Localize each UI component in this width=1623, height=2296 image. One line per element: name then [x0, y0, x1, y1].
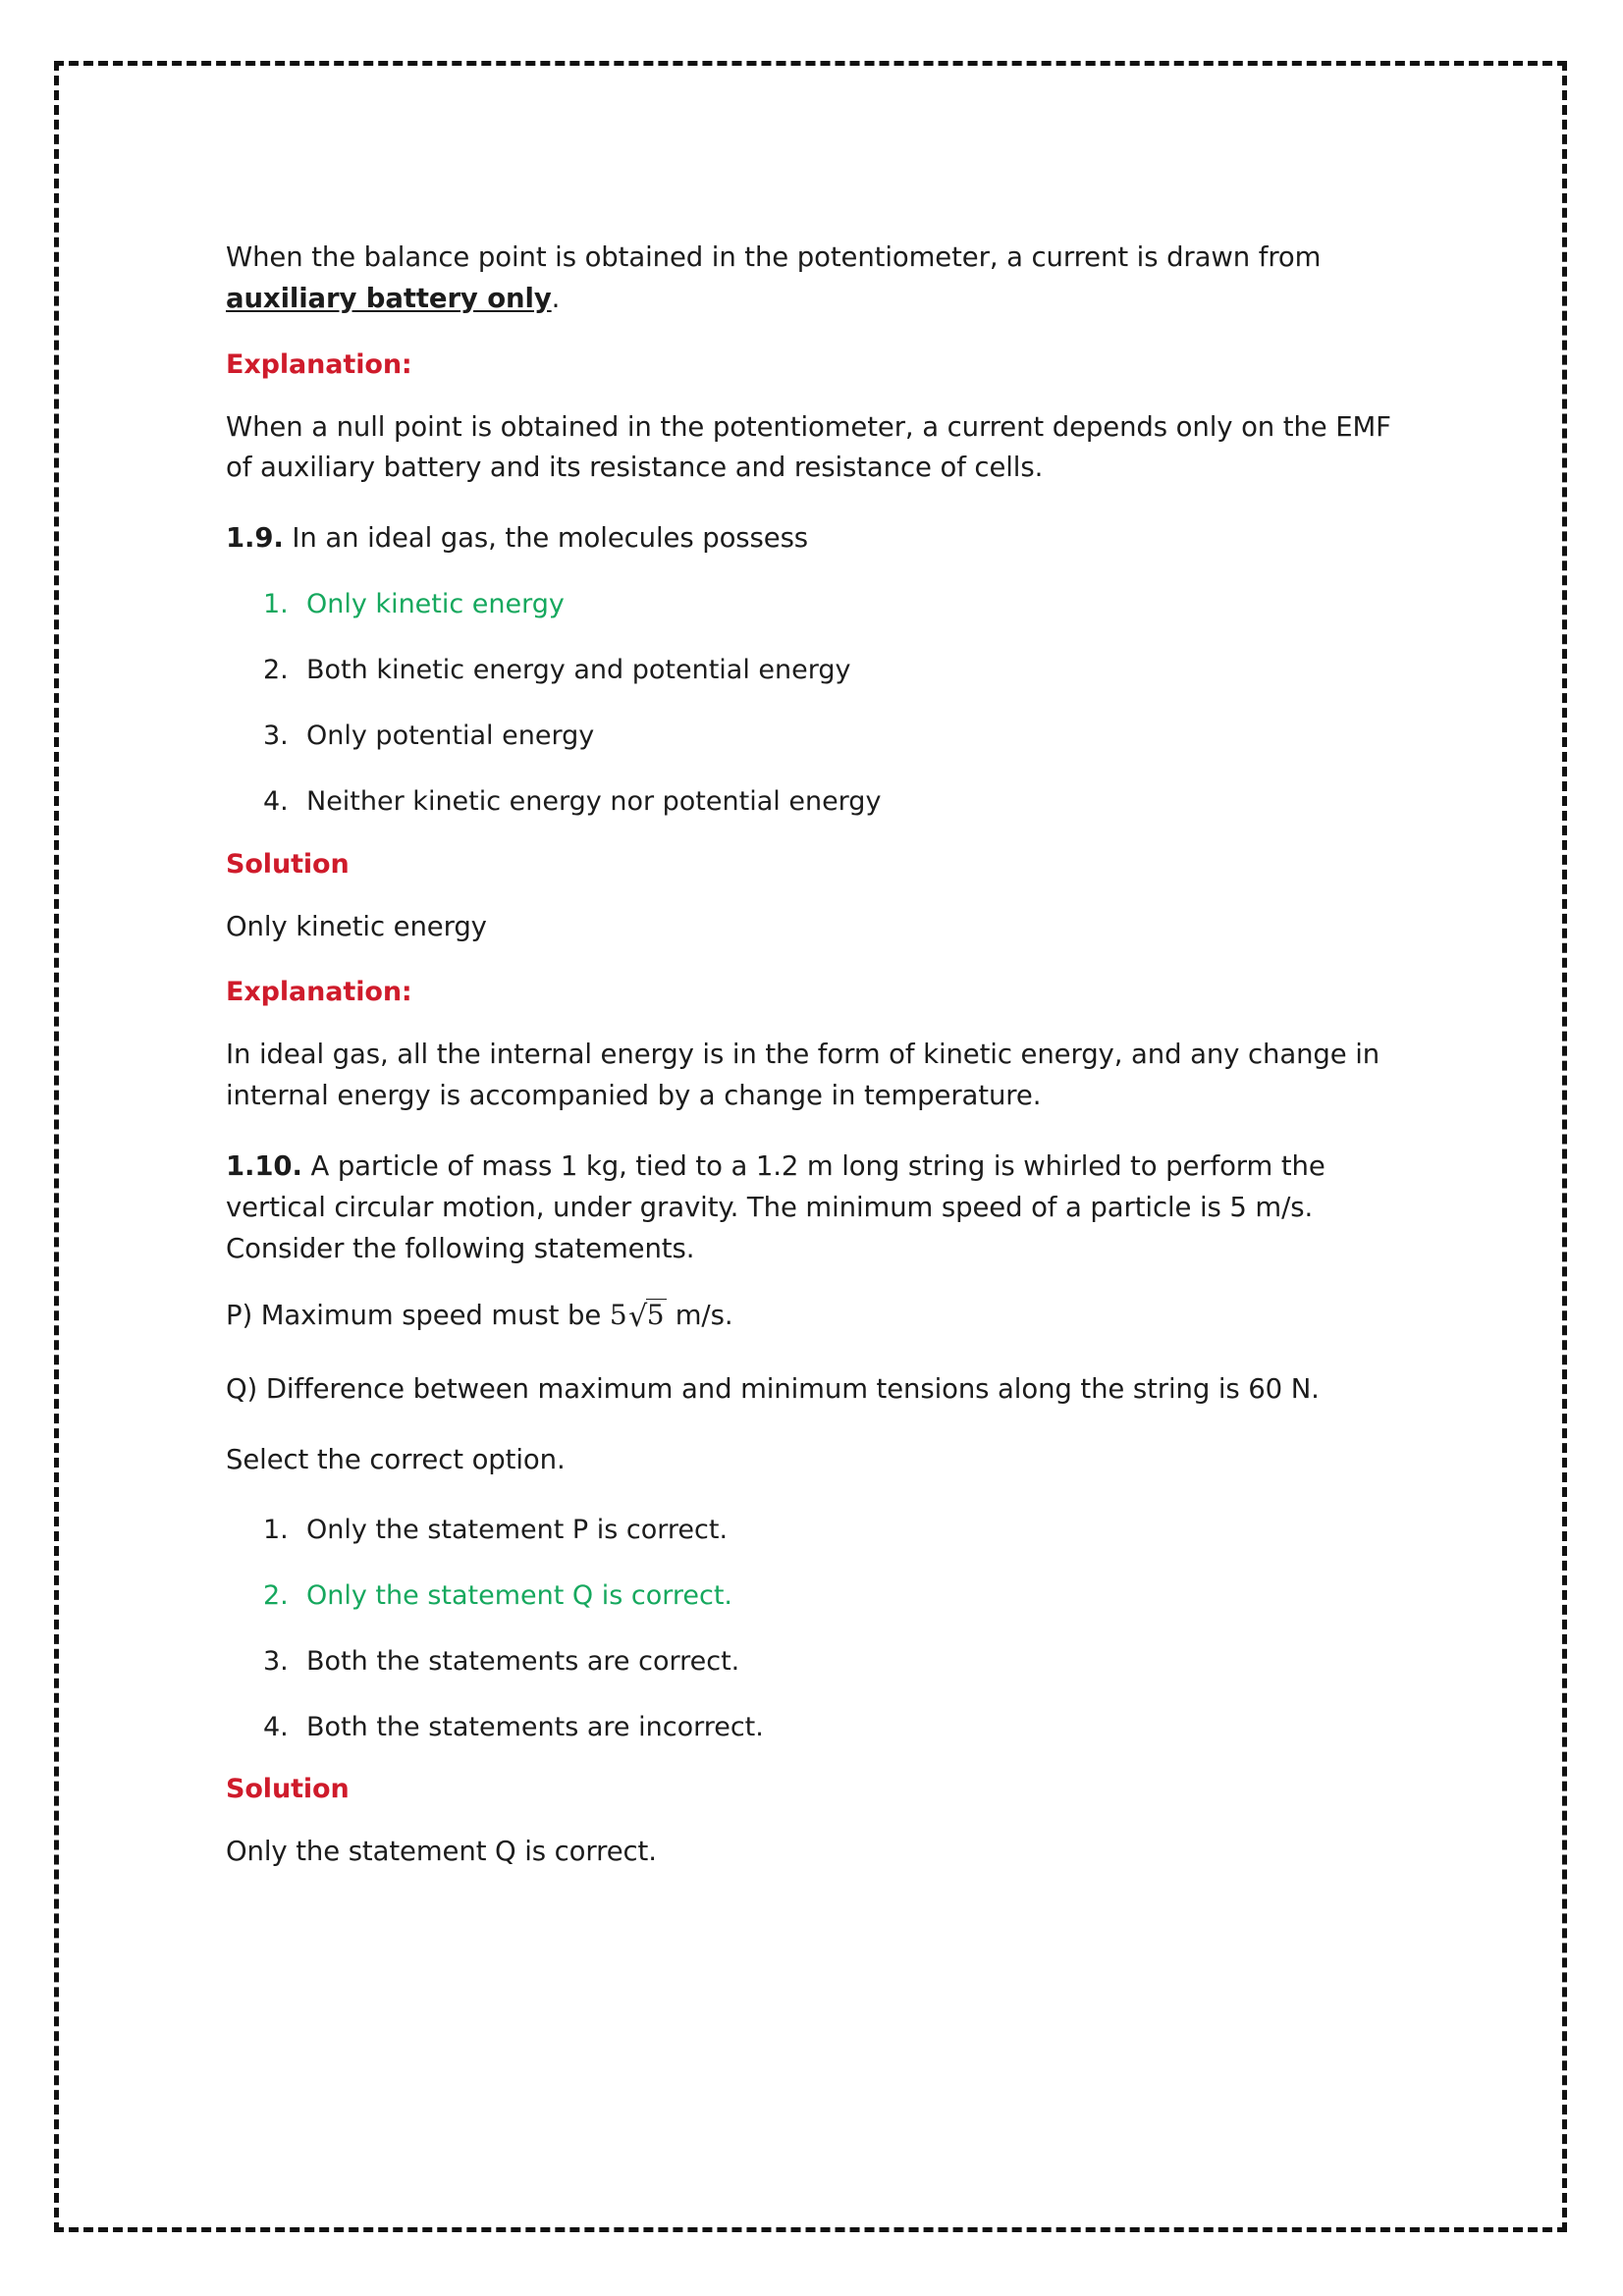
- option-item[interactable]: [263, 1511, 1424, 1549]
- intro-paragraph-lead: When the balance point is obtained in the potentiometer, a current is drawn from: [226, 241, 1322, 273]
- explanation-text-1-9: In ideal gas, all the internal energy is in the form of kinetic energy, and any change in internal energy is accompanied by a change in temperature.: [226, 1039, 1380, 1112]
- option-item[interactable]: [263, 585, 1424, 623]
- option-label: Only potential energy: [306, 721, 595, 752]
- explanation-heading-1-9: Explanation:: [226, 977, 412, 1008]
- question-1-9-text: In an ideal gas, the molecules possess: [292, 522, 809, 555]
- option-number: 3.: [263, 721, 289, 752]
- option-number: 2.: [263, 655, 289, 686]
- option-item[interactable]: [263, 1708, 1424, 1746]
- question-1-9-stem: [226, 518, 1424, 560]
- intro-paragraph-trail: .: [551, 282, 561, 314]
- option-item[interactable]: [263, 1642, 1424, 1681]
- question-1-9-number: 1.9.: [226, 522, 284, 555]
- solution-heading-1-9: Solution: [226, 848, 350, 880]
- solution-text-1-9: Only kinetic energy: [226, 910, 487, 942]
- option-item[interactable]: [263, 717, 1424, 755]
- intro-paragraph: [226, 238, 1424, 320]
- question-1-10-text: A particle of mass 1 kg, tied to a 1.2 m long string is whirled to perform the vertical circular motion, under gravity. The minimum speed of a particle is 5 m/s. Consider the following statements.: [226, 1149, 1325, 1264]
- option-number: 4.: [263, 1711, 289, 1742]
- option-number: 4.: [263, 786, 289, 818]
- solution-text-1-10: Only the statement Q is correct.: [226, 1836, 657, 1868]
- option-label: Both the statements are correct.: [306, 1645, 740, 1677]
- option-item[interactable]: [263, 782, 1424, 821]
- option-number: 2.: [263, 1579, 289, 1611]
- math-coefficient: 5: [609, 1299, 628, 1332]
- statement-q: Q) Difference between maximum and minimum tensions along the string is 60 N.: [226, 1372, 1320, 1405]
- option-label: Only the statement P is correct.: [306, 1514, 729, 1545]
- statement-p-prefix: P) Maximum speed must be: [226, 1300, 610, 1332]
- option-label: Only the statement Q is correct.: [306, 1579, 733, 1611]
- square-root-icon: √5: [628, 1299, 666, 1335]
- question-1-10-number: 1.10.: [226, 1149, 302, 1182]
- intro-paragraph-emphasis: auxiliary battery only: [226, 282, 552, 314]
- math-radicand: 5: [646, 1299, 666, 1332]
- statement-p-math: [609, 1299, 667, 1335]
- statement-p-suffix: m/s.: [667, 1300, 733, 1332]
- question-1-10-options: [226, 1511, 1424, 1747]
- question-1-10-stem: [226, 1147, 1424, 1269]
- explanation-text-1: When a null point is obtained in the potentiometer, a current depends only on the EMF of auxiliary battery and its resistance and resistance of cells.: [226, 410, 1391, 484]
- option-number: 1.: [263, 588, 289, 619]
- option-label: Both kinetic energy and potential energy: [306, 655, 851, 686]
- select-option-prompt: Select the correct option.: [226, 1443, 566, 1475]
- option-number: 3.: [263, 1645, 289, 1677]
- dashed-page-border: [54, 61, 1567, 2232]
- option-item[interactable]: [263, 651, 1424, 689]
- option-item[interactable]: [263, 1576, 1424, 1615]
- option-number: 1.: [263, 1514, 289, 1545]
- statement-p: [226, 1295, 1424, 1340]
- explanation-heading-1: Explanation:: [226, 348, 412, 380]
- option-label: Neither kinetic energy nor potential energy: [306, 786, 882, 818]
- question-1-9-options: [226, 585, 1424, 822]
- option-label: Both the statements are incorrect.: [306, 1711, 764, 1742]
- option-label: Only kinetic energy: [306, 588, 565, 619]
- solution-heading-1-10: Solution: [226, 1774, 350, 1805]
- document-content: [226, 238, 1424, 1902]
